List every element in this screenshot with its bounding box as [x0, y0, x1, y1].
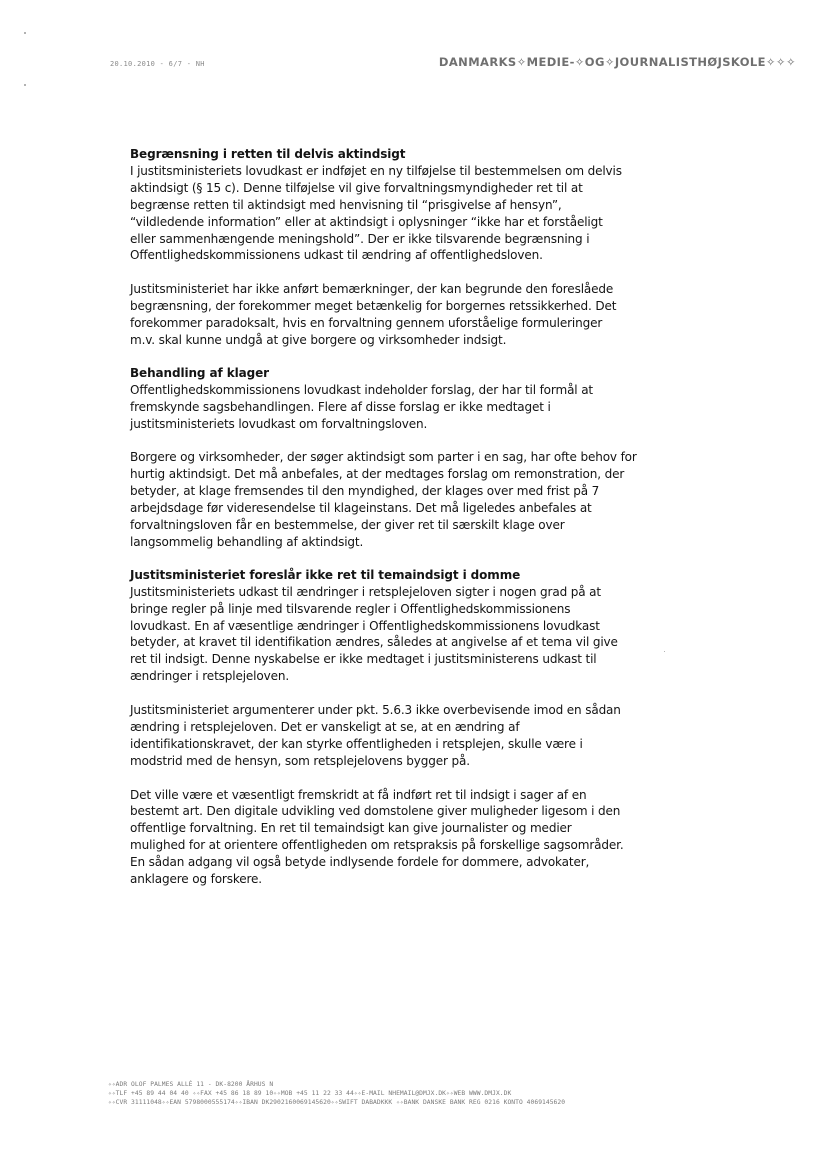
paragraph [130, 584, 630, 685]
text-line: Justitsministeriet argumenterer under pkt. 5.6.3 ikke overbevisende imod en sådan [130, 703, 621, 718]
scan-speck [24, 32, 26, 34]
text-line: begrænsning, der forekommer meget betænkelig for borgernes retssikkerhed. Det [130, 299, 617, 314]
section-heading: Begrænsning i retten til delvis aktindsigt [130, 147, 406, 161]
text-line: “vildledende information” eller at aktindsigt i oplysninger “ikke har et forståeligt [130, 214, 603, 229]
text-line: forvaltningsloven får en bestemmelse, der giver ret til særskilt klage over [130, 518, 565, 532]
text-line: betyder, at klage fremsendes til den myndighed, der klages over med frist på 7 [130, 484, 600, 499]
text-line: bestemt art. Den digitale udvikling ved domstolene giver muligheder ligesom i den [130, 804, 621, 819]
text-line: offentlige forvaltning. En ret til temaindsigt kan give journalister og medier [130, 821, 572, 836]
text-line: aktindsigt (§ 15 c). Denne tilføjelse vil give forvaltningsmyndigheder ret til at [130, 180, 583, 195]
paragraph [130, 382, 630, 433]
text-line: hurtig aktindsigt. Det må anbefales, at der medtages forslag om remonstration, der [130, 467, 625, 482]
paragraph [130, 163, 630, 264]
section-heading: Behandling af klager [130, 365, 269, 380]
text-line: modstrid med de hensyn, som retsplejelovens bygger på. [130, 753, 470, 768]
footer-line: ✧✧CVR 31111048✧✧EAN 5798000555174✧✧IBAN DK2902160069145620✧✧SWIFT DABADKKK ✧✧BANK DANSKE BANK REG 0216 KONTO 4069145620 [108, 1099, 566, 1107]
section-heading: Justitsministeriet foreslår ikke ret til temaindsigt i domme [130, 567, 521, 582]
text-line: ret til indsigt. Denne nyskabelse er ikke medtaget i justitsministerens udkast til [130, 652, 597, 667]
text-line: eller sammenhængende meningshold”. Der er ikke tilsvarende begrænsning i [130, 231, 590, 246]
section [130, 146, 630, 349]
paragraph [130, 449, 637, 550]
text-line: forekommer paradoksalt, hvis en forvaltning gennem uforståelige formuleringer [130, 316, 603, 331]
text-line: I justitsministeriets lovudkast er indføjet en ny tilføjelse til bestemmelsen om delvis [130, 163, 622, 178]
text-line: Justitsministeriets udkast til ændringer i retsplejeloven sigter i nogen grad på at [130, 584, 601, 599]
text-line: En sådan adgang vil også betyde indlysende fordele for dommere, advokater, [130, 855, 590, 870]
letterhead-brand: DANMARKS✧MEDIE-✧OG✧JOURNALISTHØJSKOLE✧✧✧ [438, 55, 796, 69]
text-line: begrænse retten til aktindsigt med henvisning til “prisgivelse af hensyn”, [130, 197, 562, 212]
letter-body [130, 146, 637, 904]
text-line: arbejdsdage før videresendelse til klageinstans. Det må ligeledes anbefales at [130, 501, 592, 516]
text-line: anklagere og forskere. [130, 872, 262, 887]
text-line: Offentlighedskommissionens udkast til ændring af offentlighedsloven. [130, 248, 543, 263]
text-line: Justitsministeriet har ikke anført bemærkninger, der kan begrunde den foreslåede [130, 282, 614, 297]
text-line: mulighed for at orientere offentligheden om retspraksis på forskellige sagsområder. [130, 838, 624, 853]
paragraph [130, 281, 630, 349]
text-line: justitsministeriets lovudkast om forvaltningsloven. [130, 416, 428, 431]
scan-speck [24, 84, 26, 86]
text-line: ændring i retsplejeloven. Det er vanskeligt at se, at en ændring af [130, 719, 520, 734]
text-line: Det ville være et væsentligt fremskridt at få indført ret til indsigt i sager af en [130, 787, 587, 802]
paragraph [130, 787, 630, 888]
footer-line: ✧✧ADR OLOF PALMES ALLÉ 11 - DK-8200 ÅRHUS N [108, 1081, 274, 1088]
text-line: identifikationskravet, der kan styrke offentligheden i retsplejen, skulle være i [130, 736, 583, 751]
text-line: Offentlighedskommissionens lovudkast indeholder forslag, der har til formål at [130, 382, 593, 397]
paragraph [130, 702, 630, 770]
text-line: m.v. skal kunne undgå at give borgere og virksomheder indsigt. [130, 332, 507, 347]
text-line: fremskynde sagsbehandlingen. Flere af disse forslag er ikke medtaget i [130, 399, 551, 414]
footer-line: ✧✧TLF +45 89 44 04 40 ✧✧FAX +45 86 18 89 10✧✧MOB +45 11 22 33 44✧✧E-MAIL NHEMAIL@DMJX.DK✧✧WEB WWW.DMJX.DK [108, 1090, 512, 1098]
text-line: lovudkast. En af væsentlige ændringer i Offentlighedskommissionens lovudkast [130, 618, 600, 633]
text-line: bringe regler på linje med tilsvarende regler i Offentlighedskommissionens [130, 601, 571, 616]
document-reference: 20.10.2010 - 6/7 - NH [110, 60, 205, 68]
text-line: langsommelig behandling af aktindsigt. [130, 534, 364, 549]
letterhead-footer [108, 1080, 565, 1108]
text-line: Borgere og virksomheder, der søger aktindsigt som parter i en sag, har ofte behov for [130, 450, 637, 465]
scan-speck [664, 651, 665, 652]
text-line: ændringer i retsplejeloven. [130, 669, 290, 684]
text-line: betyder, at kravet til identifikation ændres, således at angivelse af et tema vil give [130, 635, 618, 650]
section [130, 567, 630, 888]
section [130, 365, 637, 551]
